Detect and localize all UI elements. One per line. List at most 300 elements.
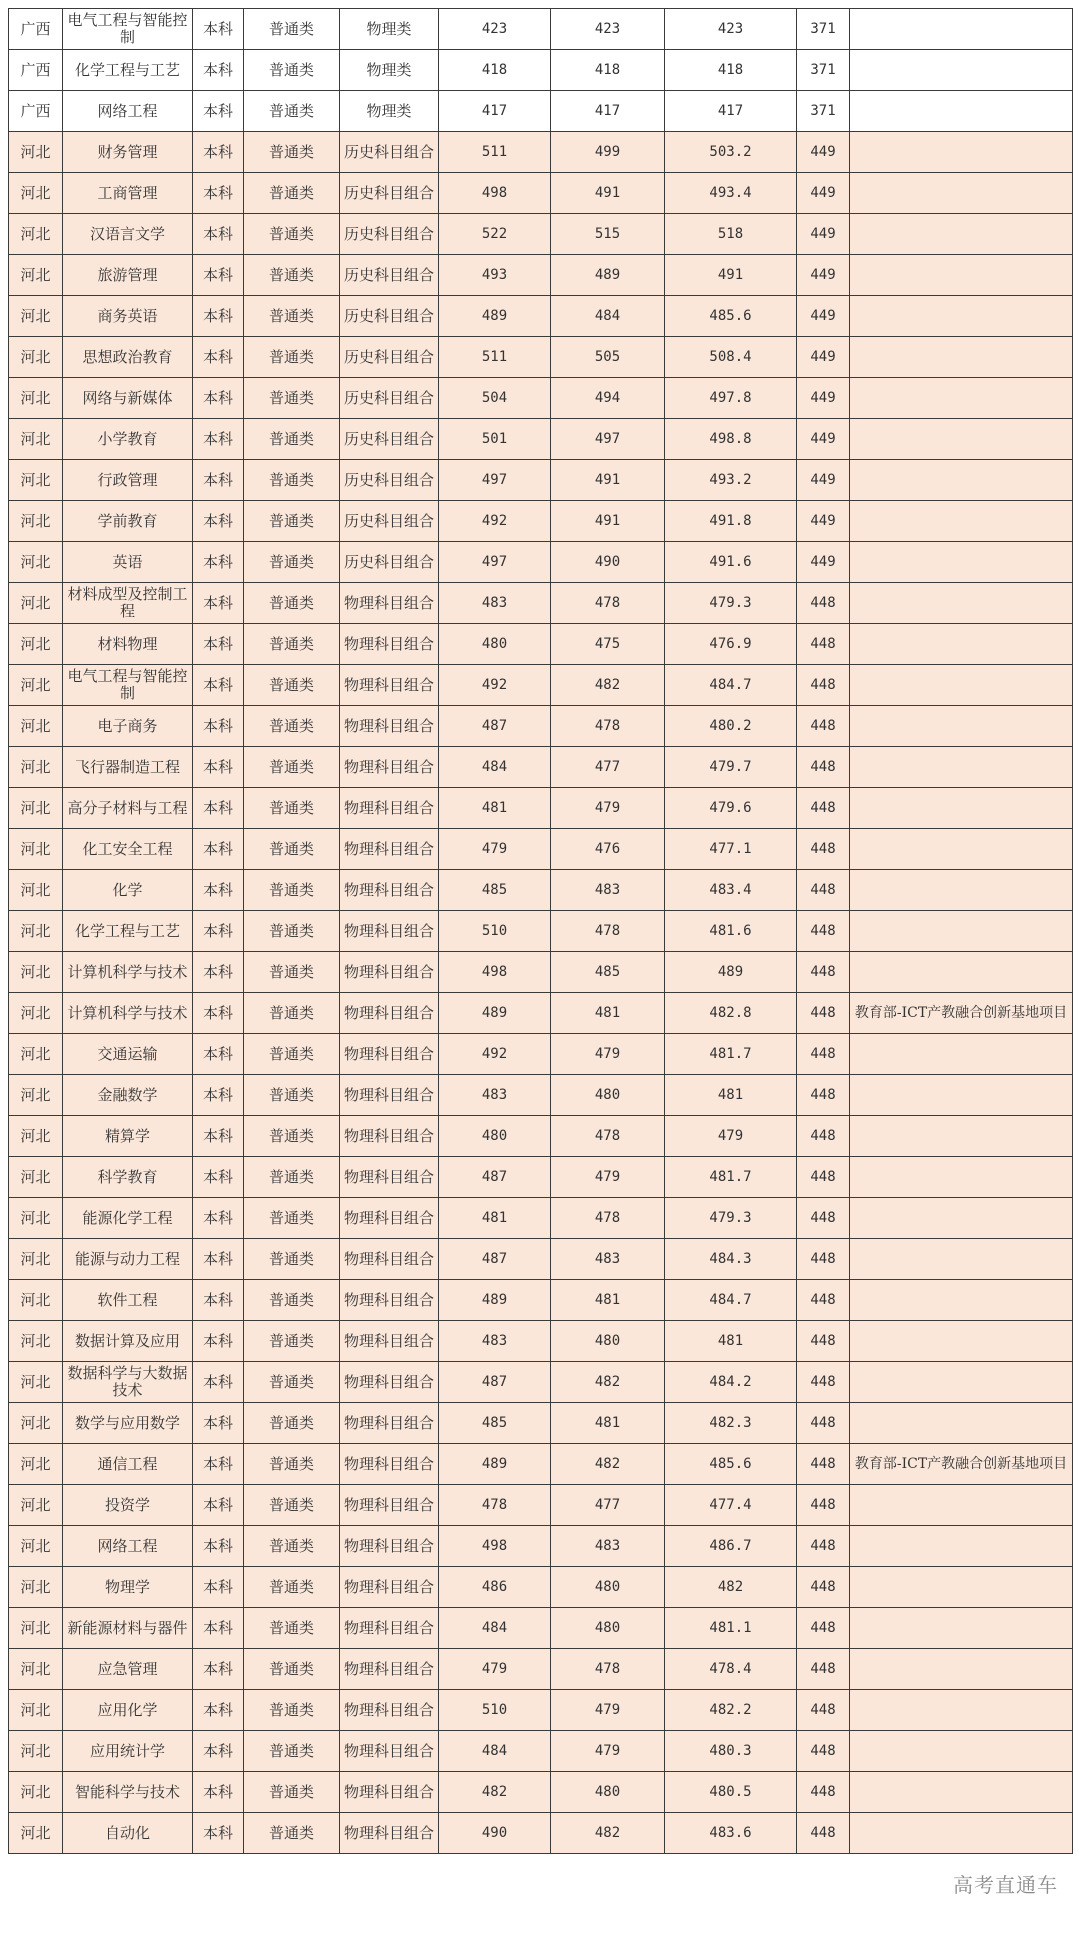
cell-subject: 物理科目组合 xyxy=(340,1485,439,1526)
cell-avg-score: 481.7 xyxy=(665,1157,797,1198)
cell-max-score: 522 xyxy=(439,214,551,255)
cell-max-score: 481 xyxy=(439,788,551,829)
cell-avg-score: 481.1 xyxy=(665,1608,797,1649)
cell-min-score: 499 xyxy=(551,132,665,173)
cell-control-line: 448 xyxy=(797,870,850,911)
cell-major: 行政管理 xyxy=(63,460,193,501)
cell-control-line: 448 xyxy=(797,665,850,706)
cell-avg-score: 479.3 xyxy=(665,1198,797,1239)
cell-note xyxy=(850,542,1073,583)
cell-major: 化工安全工程 xyxy=(63,829,193,870)
cell-major: 物理学 xyxy=(63,1567,193,1608)
cell-min-score: 479 xyxy=(551,1690,665,1731)
cell-province: 河北 xyxy=(9,665,63,706)
table-row xyxy=(9,1567,1073,1608)
cell-min-score: 418 xyxy=(551,50,665,91)
cell-avg-score: 481.6 xyxy=(665,911,797,952)
cell-note xyxy=(850,1731,1073,1772)
table-row xyxy=(9,132,1073,173)
cell-max-score: 480 xyxy=(439,624,551,665)
cell-max-score: 511 xyxy=(439,337,551,378)
cell-level: 本科 xyxy=(193,952,244,993)
cell-subject: 历史科目组合 xyxy=(340,501,439,542)
cell-major: 商务英语 xyxy=(63,296,193,337)
cell-major: 能源化学工程 xyxy=(63,1198,193,1239)
cell-subject: 物理科目组合 xyxy=(340,583,439,624)
cell-level: 本科 xyxy=(193,1157,244,1198)
cell-major: 网络与新媒体 xyxy=(63,378,193,419)
cell-max-score: 483 xyxy=(439,583,551,624)
table-row xyxy=(9,419,1073,460)
cell-subject: 物理科目组合 xyxy=(340,1034,439,1075)
cell-province: 河北 xyxy=(9,1649,63,1690)
cell-level: 本科 xyxy=(193,1485,244,1526)
cell-major: 软件工程 xyxy=(63,1280,193,1321)
cell-min-score: 481 xyxy=(551,993,665,1034)
cell-major: 材料物理 xyxy=(63,624,193,665)
cell-level: 本科 xyxy=(193,1362,244,1403)
cell-control-line: 448 xyxy=(797,788,850,829)
cell-min-score: 482 xyxy=(551,665,665,706)
cell-note xyxy=(850,91,1073,132)
cell-note xyxy=(850,1321,1073,1362)
cell-avg-score: 482.3 xyxy=(665,1403,797,1444)
cell-subject: 物理科目组合 xyxy=(340,1280,439,1321)
cell-max-score: 489 xyxy=(439,1444,551,1485)
cell-level: 本科 xyxy=(193,829,244,870)
cell-type: 普通类 xyxy=(244,1649,340,1690)
cell-note xyxy=(850,665,1073,706)
table-row xyxy=(9,1731,1073,1772)
cell-avg-score: 479.7 xyxy=(665,747,797,788)
table-row xyxy=(9,378,1073,419)
cell-min-score: 482 xyxy=(551,1813,665,1854)
cell-note xyxy=(850,255,1073,296)
cell-province: 河北 xyxy=(9,1239,63,1280)
cell-level: 本科 xyxy=(193,788,244,829)
table-row xyxy=(9,1526,1073,1567)
cell-type: 普通类 xyxy=(244,1116,340,1157)
cell-max-score: 489 xyxy=(439,993,551,1034)
cell-province: 河北 xyxy=(9,1444,63,1485)
cell-subject: 物理科目组合 xyxy=(340,1608,439,1649)
cell-control-line: 371 xyxy=(797,9,850,50)
cell-min-score: 478 xyxy=(551,583,665,624)
cell-province: 河北 xyxy=(9,624,63,665)
cell-note xyxy=(850,624,1073,665)
cell-avg-score: 483.6 xyxy=(665,1813,797,1854)
cell-level: 本科 xyxy=(193,1649,244,1690)
cell-min-score: 494 xyxy=(551,378,665,419)
cell-max-score: 492 xyxy=(439,501,551,542)
cell-major: 数据计算及应用 xyxy=(63,1321,193,1362)
cell-type: 普通类 xyxy=(244,1403,340,1444)
cell-province: 河北 xyxy=(9,337,63,378)
cell-note xyxy=(850,1772,1073,1813)
table-row xyxy=(9,829,1073,870)
cell-subject: 物理类 xyxy=(340,50,439,91)
table-row xyxy=(9,1813,1073,1854)
cell-major: 精算学 xyxy=(63,1116,193,1157)
cell-note xyxy=(850,788,1073,829)
cell-avg-score: 482 xyxy=(665,1567,797,1608)
table-row xyxy=(9,1444,1073,1485)
cell-note xyxy=(850,1075,1073,1116)
cell-province: 河北 xyxy=(9,1157,63,1198)
cell-level: 本科 xyxy=(193,337,244,378)
table-row xyxy=(9,255,1073,296)
cell-level: 本科 xyxy=(193,911,244,952)
cell-subject: 历史科目组合 xyxy=(340,337,439,378)
cell-subject: 历史科目组合 xyxy=(340,296,439,337)
table-row xyxy=(9,952,1073,993)
cell-avg-score: 482.8 xyxy=(665,993,797,1034)
cell-max-score: 417 xyxy=(439,91,551,132)
cell-type: 普通类 xyxy=(244,624,340,665)
cell-subject: 物理科目组合 xyxy=(340,747,439,788)
cell-min-score: 475 xyxy=(551,624,665,665)
cell-type: 普通类 xyxy=(244,1690,340,1731)
cell-level: 本科 xyxy=(193,50,244,91)
cell-major: 应急管理 xyxy=(63,1649,193,1690)
cell-major: 财务管理 xyxy=(63,132,193,173)
cell-note xyxy=(850,1034,1073,1075)
cell-subject: 物理科目组合 xyxy=(340,1444,439,1485)
cell-level: 本科 xyxy=(193,706,244,747)
cell-avg-score: 481 xyxy=(665,1075,797,1116)
cell-avg-score: 484.2 xyxy=(665,1362,797,1403)
cell-max-score: 492 xyxy=(439,1034,551,1075)
cell-avg-score: 481 xyxy=(665,1321,797,1362)
cell-type: 普通类 xyxy=(244,1813,340,1854)
cell-subject: 历史科目组合 xyxy=(340,173,439,214)
cell-max-score: 483 xyxy=(439,1321,551,1362)
cell-min-score: 489 xyxy=(551,255,665,296)
cell-max-score: 484 xyxy=(439,1731,551,1772)
cell-note xyxy=(850,829,1073,870)
cell-max-score: 478 xyxy=(439,1485,551,1526)
cell-note xyxy=(850,1690,1073,1731)
table-row xyxy=(9,1198,1073,1239)
table-row xyxy=(9,1157,1073,1198)
cell-level: 本科 xyxy=(193,214,244,255)
cell-avg-score: 508.4 xyxy=(665,337,797,378)
cell-min-score: 483 xyxy=(551,1526,665,1567)
cell-note xyxy=(850,1116,1073,1157)
cell-major: 工商管理 xyxy=(63,173,193,214)
cell-level: 本科 xyxy=(193,419,244,460)
cell-control-line: 449 xyxy=(797,378,850,419)
cell-major: 电子商务 xyxy=(63,706,193,747)
cell-note: 教育部-ICT产教融合创新基地项目 xyxy=(850,993,1073,1034)
cell-major: 汉语言文学 xyxy=(63,214,193,255)
cell-level: 本科 xyxy=(193,1567,244,1608)
cell-min-score: 490 xyxy=(551,542,665,583)
cell-level: 本科 xyxy=(193,1608,244,1649)
cell-min-score: 482 xyxy=(551,1444,665,1485)
cell-subject: 物理科目组合 xyxy=(340,952,439,993)
cell-province: 河北 xyxy=(9,378,63,419)
cell-type: 普通类 xyxy=(244,1239,340,1280)
cell-avg-score: 479.6 xyxy=(665,788,797,829)
cell-avg-score: 497.8 xyxy=(665,378,797,419)
cell-province: 河北 xyxy=(9,1198,63,1239)
cell-type: 普通类 xyxy=(244,1567,340,1608)
cell-subject: 物理科目组合 xyxy=(340,788,439,829)
cell-control-line: 448 xyxy=(797,1116,850,1157)
cell-avg-score: 480.2 xyxy=(665,706,797,747)
cell-subject: 物理科目组合 xyxy=(340,1526,439,1567)
cell-subject: 历史科目组合 xyxy=(340,132,439,173)
cell-note xyxy=(850,1526,1073,1567)
cell-note xyxy=(850,337,1073,378)
cell-major: 计算机科学与技术 xyxy=(63,993,193,1034)
cell-max-score: 504 xyxy=(439,378,551,419)
cell-major: 网络工程 xyxy=(63,91,193,132)
cell-province: 河北 xyxy=(9,1075,63,1116)
cell-control-line: 448 xyxy=(797,1239,850,1280)
cell-type: 普通类 xyxy=(244,419,340,460)
cell-note xyxy=(850,1649,1073,1690)
cell-type: 普通类 xyxy=(244,952,340,993)
cell-major: 科学教育 xyxy=(63,1157,193,1198)
cell-avg-score: 489 xyxy=(665,952,797,993)
cell-subject: 物理科目组合 xyxy=(340,1075,439,1116)
cell-major: 化学工程与工艺 xyxy=(63,50,193,91)
cell-major: 英语 xyxy=(63,542,193,583)
table-row xyxy=(9,993,1073,1034)
cell-major: 智能科学与技术 xyxy=(63,1772,193,1813)
cell-province: 河北 xyxy=(9,419,63,460)
cell-level: 本科 xyxy=(193,870,244,911)
cell-level: 本科 xyxy=(193,1772,244,1813)
table-row xyxy=(9,1772,1073,1813)
cell-province: 河北 xyxy=(9,132,63,173)
cell-min-score: 480 xyxy=(551,1321,665,1362)
cell-min-score: 515 xyxy=(551,214,665,255)
cell-type: 普通类 xyxy=(244,501,340,542)
cell-control-line: 449 xyxy=(797,419,850,460)
cell-level: 本科 xyxy=(193,665,244,706)
table-row xyxy=(9,1321,1073,1362)
cell-control-line: 448 xyxy=(797,1731,850,1772)
cell-major: 应用化学 xyxy=(63,1690,193,1731)
cell-control-line: 449 xyxy=(797,501,850,542)
cell-level: 本科 xyxy=(193,1239,244,1280)
cell-province: 河北 xyxy=(9,1280,63,1321)
cell-level: 本科 xyxy=(193,1690,244,1731)
cell-type: 普通类 xyxy=(244,870,340,911)
cell-avg-score: 417 xyxy=(665,91,797,132)
cell-level: 本科 xyxy=(193,255,244,296)
cell-note xyxy=(850,214,1073,255)
cell-subject: 物理科目组合 xyxy=(340,1567,439,1608)
cell-note xyxy=(850,1280,1073,1321)
cell-min-score: 483 xyxy=(551,1239,665,1280)
cell-control-line: 448 xyxy=(797,1362,850,1403)
cell-control-line: 448 xyxy=(797,1321,850,1362)
cell-type: 普通类 xyxy=(244,1075,340,1116)
cell-type: 普通类 xyxy=(244,1280,340,1321)
cell-control-line: 448 xyxy=(797,1649,850,1690)
cell-max-score: 423 xyxy=(439,9,551,50)
cell-control-line: 448 xyxy=(797,1526,850,1567)
cell-note xyxy=(850,870,1073,911)
cell-province: 河北 xyxy=(9,296,63,337)
cell-avg-score: 476.9 xyxy=(665,624,797,665)
cell-min-score: 478 xyxy=(551,706,665,747)
cell-note xyxy=(850,378,1073,419)
cell-type: 普通类 xyxy=(244,788,340,829)
cell-max-score: 487 xyxy=(439,1362,551,1403)
cell-type: 普通类 xyxy=(244,1321,340,1362)
cell-max-score: 487 xyxy=(439,1157,551,1198)
cell-province: 河北 xyxy=(9,542,63,583)
cell-avg-score: 484.3 xyxy=(665,1239,797,1280)
table-row xyxy=(9,91,1073,132)
cell-major: 新能源材料与器件 xyxy=(63,1608,193,1649)
cell-max-score: 510 xyxy=(439,1690,551,1731)
table-row xyxy=(9,788,1073,829)
cell-province: 河北 xyxy=(9,1403,63,1444)
cell-avg-score: 481.7 xyxy=(665,1034,797,1075)
cell-avg-score: 423 xyxy=(665,9,797,50)
cell-max-score: 484 xyxy=(439,747,551,788)
cell-note xyxy=(850,1157,1073,1198)
cell-major: 电气工程与智能控制 xyxy=(63,9,193,50)
table-row xyxy=(9,1116,1073,1157)
cell-control-line: 448 xyxy=(797,747,850,788)
table-row xyxy=(9,1075,1073,1116)
cell-province: 河北 xyxy=(9,1567,63,1608)
cell-subject: 物理科目组合 xyxy=(340,1157,439,1198)
cell-avg-score: 484.7 xyxy=(665,1280,797,1321)
cell-subject: 物理科目组合 xyxy=(340,1690,439,1731)
cell-level: 本科 xyxy=(193,1198,244,1239)
cell-control-line: 449 xyxy=(797,460,850,501)
cell-control-line: 449 xyxy=(797,296,850,337)
admission-scores-table-container xyxy=(8,8,1072,1854)
cell-note xyxy=(850,173,1073,214)
cell-type: 普通类 xyxy=(244,583,340,624)
cell-control-line: 448 xyxy=(797,1280,850,1321)
watermark-text: 高考直通车 xyxy=(953,1873,1058,1897)
cell-subject: 物理科目组合 xyxy=(340,1198,439,1239)
cell-max-score: 480 xyxy=(439,1116,551,1157)
cell-type: 普通类 xyxy=(244,1362,340,1403)
cell-note xyxy=(850,50,1073,91)
cell-province: 河北 xyxy=(9,583,63,624)
cell-control-line: 448 xyxy=(797,1567,850,1608)
cell-type: 普通类 xyxy=(244,1157,340,1198)
cell-major: 旅游管理 xyxy=(63,255,193,296)
cell-max-score: 485 xyxy=(439,870,551,911)
cell-max-score: 501 xyxy=(439,419,551,460)
cell-min-score: 417 xyxy=(551,91,665,132)
cell-avg-score: 491 xyxy=(665,255,797,296)
cell-province: 河北 xyxy=(9,1485,63,1526)
cell-max-score: 479 xyxy=(439,1649,551,1690)
cell-province: 河北 xyxy=(9,1731,63,1772)
cell-province: 河北 xyxy=(9,1526,63,1567)
table-row xyxy=(9,214,1073,255)
cell-max-score: 481 xyxy=(439,1198,551,1239)
cell-control-line: 371 xyxy=(797,91,850,132)
cell-min-score: 485 xyxy=(551,952,665,993)
cell-control-line: 448 xyxy=(797,1444,850,1485)
cell-min-score: 481 xyxy=(551,1280,665,1321)
cell-max-score: 487 xyxy=(439,1239,551,1280)
cell-avg-score: 482.2 xyxy=(665,1690,797,1731)
cell-level: 本科 xyxy=(193,501,244,542)
cell-province: 河北 xyxy=(9,788,63,829)
cell-province: 河北 xyxy=(9,173,63,214)
cell-control-line: 449 xyxy=(797,337,850,378)
cell-level: 本科 xyxy=(193,1731,244,1772)
cell-control-line: 449 xyxy=(797,214,850,255)
cell-control-line: 448 xyxy=(797,1403,850,1444)
cell-level: 本科 xyxy=(193,1403,244,1444)
table-row xyxy=(9,1485,1073,1526)
cell-subject: 物理科目组合 xyxy=(340,1321,439,1362)
cell-level: 本科 xyxy=(193,1034,244,1075)
cell-subject: 物理科目组合 xyxy=(340,1731,439,1772)
cell-subject: 物理科目组合 xyxy=(340,993,439,1034)
cell-province: 广西 xyxy=(9,50,63,91)
cell-max-score: 498 xyxy=(439,952,551,993)
table-row xyxy=(9,665,1073,706)
cell-avg-score: 486.7 xyxy=(665,1526,797,1567)
cell-max-score: 486 xyxy=(439,1567,551,1608)
cell-type: 普通类 xyxy=(244,460,340,501)
cell-level: 本科 xyxy=(193,9,244,50)
table-row xyxy=(9,706,1073,747)
cell-min-score: 479 xyxy=(551,1157,665,1198)
cell-major: 学前教育 xyxy=(63,501,193,542)
cell-control-line: 448 xyxy=(797,706,850,747)
cell-min-score: 479 xyxy=(551,1731,665,1772)
cell-control-line: 448 xyxy=(797,952,850,993)
cell-subject: 物理类 xyxy=(340,9,439,50)
cell-subject: 物理科目组合 xyxy=(340,1772,439,1813)
cell-type: 普通类 xyxy=(244,1526,340,1567)
cell-level: 本科 xyxy=(193,378,244,419)
cell-province: 河北 xyxy=(9,706,63,747)
cell-province: 河北 xyxy=(9,1362,63,1403)
cell-major: 材料成型及控制工程 xyxy=(63,583,193,624)
cell-note xyxy=(850,1485,1073,1526)
table-row xyxy=(9,337,1073,378)
cell-province: 河北 xyxy=(9,255,63,296)
cell-type: 普通类 xyxy=(244,132,340,173)
cell-type: 普通类 xyxy=(244,993,340,1034)
cell-control-line: 448 xyxy=(797,911,850,952)
cell-major: 网络工程 xyxy=(63,1526,193,1567)
cell-subject: 物理科目组合 xyxy=(340,1362,439,1403)
cell-province: 河北 xyxy=(9,747,63,788)
cell-note xyxy=(850,501,1073,542)
cell-min-score: 476 xyxy=(551,829,665,870)
cell-control-line: 448 xyxy=(797,624,850,665)
cell-control-line: 448 xyxy=(797,1034,850,1075)
cell-type: 普通类 xyxy=(244,706,340,747)
cell-province: 河北 xyxy=(9,1813,63,1854)
cell-type: 普通类 xyxy=(244,1444,340,1485)
cell-min-score: 477 xyxy=(551,1485,665,1526)
cell-level: 本科 xyxy=(193,460,244,501)
cell-type: 普通类 xyxy=(244,911,340,952)
cell-avg-score: 498.8 xyxy=(665,419,797,460)
